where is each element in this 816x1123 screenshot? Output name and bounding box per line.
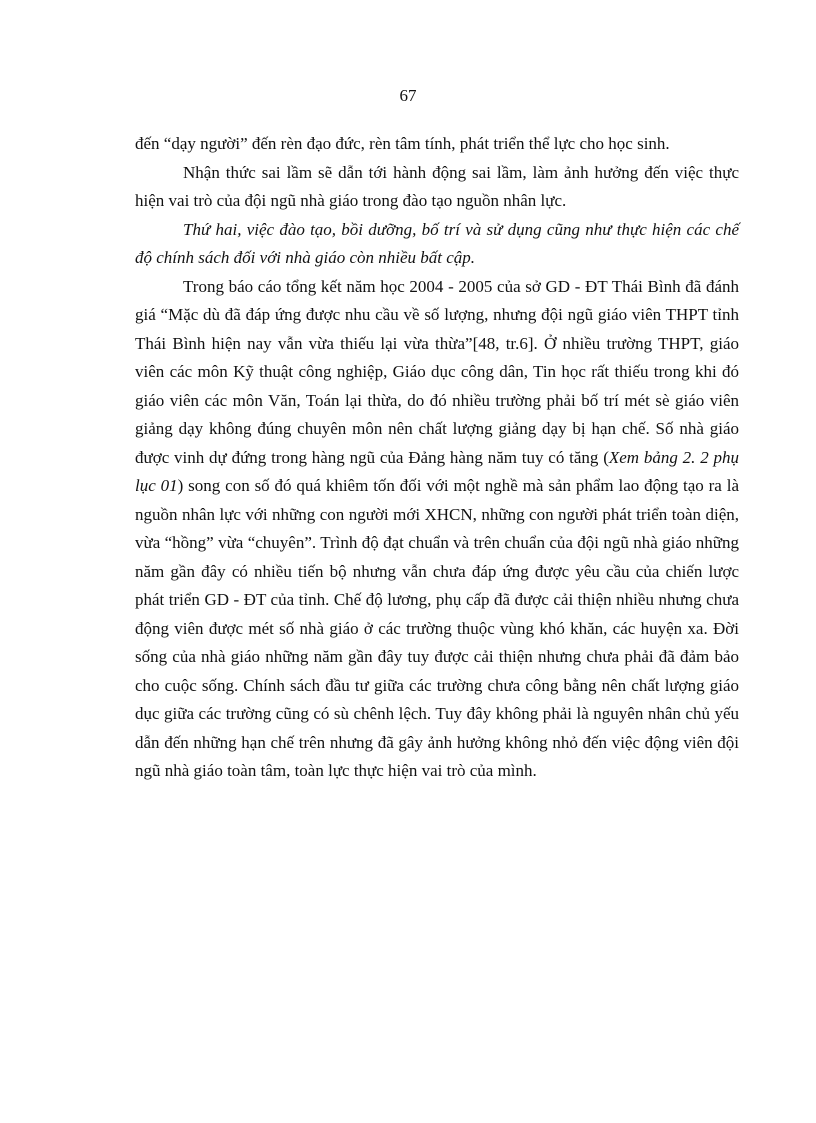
report-text-part2: ) song con số đó quá khiêm tốn đối với một nghề mà sản phẩm lao động tạo ra là nguồn nhân lực với những con người mới XHCN, những con người phát triển toàn diện, vừa “hồng” vừa “chuyên”. Trình độ đạt chuẩn và trên chuẩn của đội ngũ nhà giáo những năm gần đây có nhiều tiến bộ nhưng vẫn chưa đáp ứng được yêu cầu của chiến lược phát triển GD - ĐT của tỉnh. Chế độ lương, phụ cấp đã được cải thiện nhiều nhưng chưa động viên được mét số nhà giáo ở các trường thuộc vùng khó khăn, các huyện xa. Đời sống của nhà giáo những năm gần đây tuy được cải thiện nhưng chưa phải đã đảm bảo cho cuộc sống. Chính sách đầu tư giữa các trường chưa công bằng nên chất lượng giáo dục giữa các trường cũng có sù chênh lệch. Tuy đây không phải là nguyên nhân chủ yếu dẫn đến những hạn chế trên nhưng đã gây ảnh hưởng không nhỏ đến việc động viên đội ngũ nhà giáo toàn tâm, toàn lực thực hiện vai trò của mình.: [135, 476, 739, 780]
page-number: 67: [399, 86, 417, 105]
paragraph-continuation: đến “dạy người” đến rèn đạo đức, rèn tâm tính, phát triển thể lực cho học sinh.: [135, 134, 670, 153]
paragraph-report: [135, 273, 739, 786]
report-text-part1: Trong báo cáo tổng kết năm học 2004 - 2005 của sở GD - ĐT Thái Bình đã đánh giá “Mặc dù đã đáp ứng được nhu cầu về số lượng, nhưng đội ngũ giáo viên THPT tỉnh Thái Bình hiện nay vẫn vừa thiếu lại vừa thừa”[48, tr.6]. Ở nhiều trường THPT, giáo viên các môn Kỹ thuật công nghiệp, Giáo dục công dân, Tin học rất thiếu trong khi đó giáo viên các môn Văn, Toán lại thừa, do đó nhiều trường phải bố trí mét sè giáo viên giảng dạy không đúng chuyên môn nên chất lượng giảng dạy bị hạn chế. Số nhà giáo được vinh dự đứng trong hàng ngũ của Đảng hàng năm tuy có tăng (: [135, 276, 739, 467]
document-body: [135, 130, 739, 786]
paragraph-second-point-heading: Thứ hai, việc đào tạo, bồi dưỡng, bố trí và sử dụng cũng như thực hiện các chế độ chính sách đối với nhà giáo còn nhiều bất cập.: [135, 219, 739, 267]
appendix-reference: Xem bảng 2. 2 phụ lục 01: [135, 447, 739, 495]
paragraph-misconception: Nhận thức sai lầm sẽ dẫn tới hành động sai lầm, làm ảnh hưởng đến việc thực hiện vai trò của đội ngũ nhà giáo trong đào tạo nguồn nhân lực.: [135, 162, 739, 210]
